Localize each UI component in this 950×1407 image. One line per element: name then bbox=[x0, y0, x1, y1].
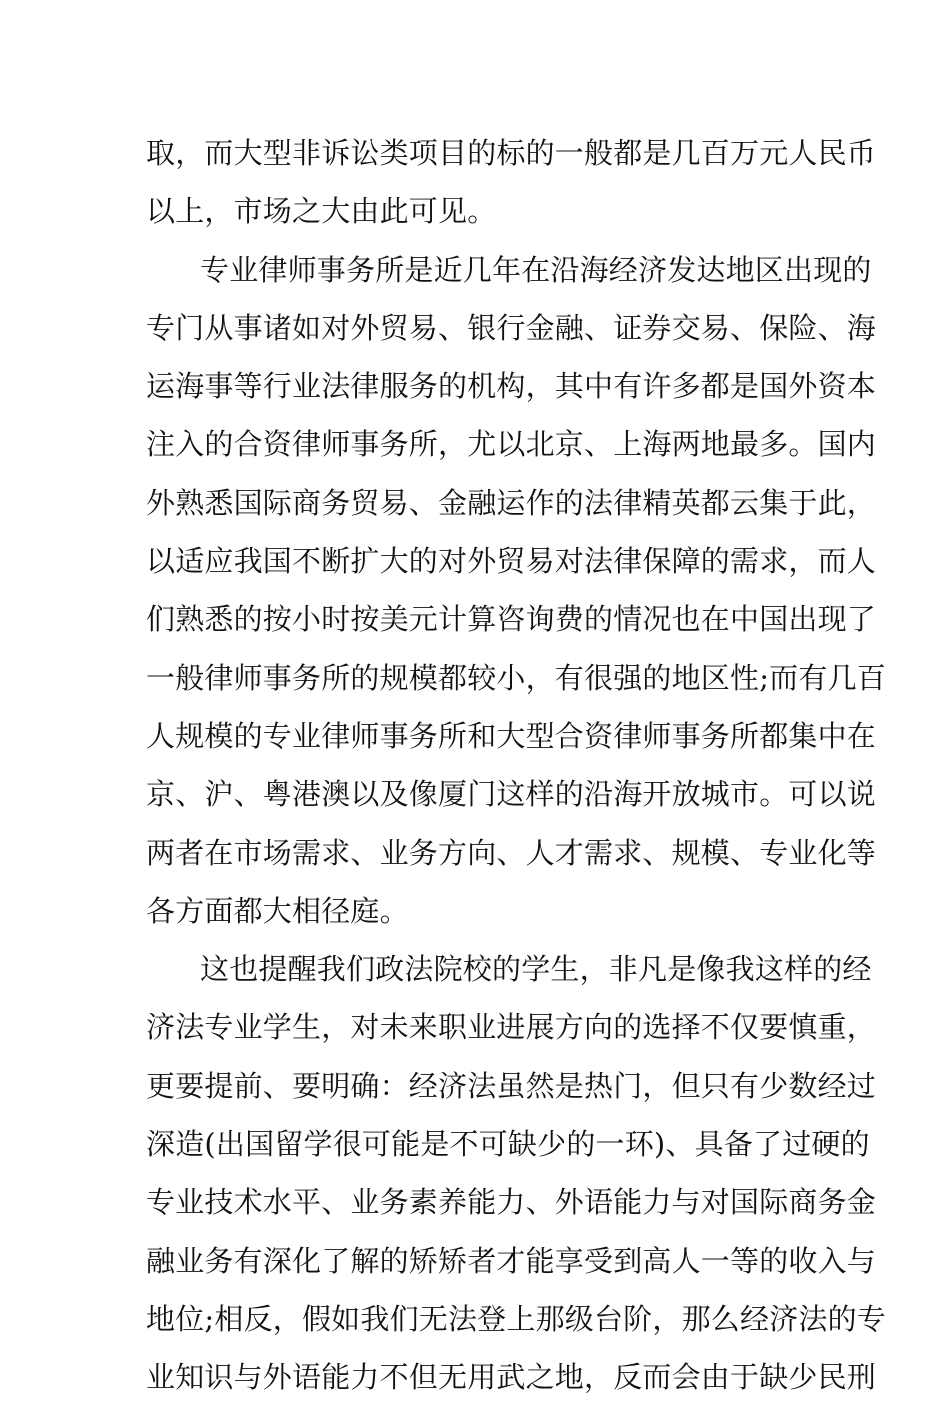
text-line: 外熟悉国际商务贸易、金融运作的法律精英都云集于此， bbox=[146, 485, 877, 520]
text-line: 人规模的专业律师事务所和大型合资律师事务所都集中在 bbox=[146, 718, 877, 753]
text-line: 融业务有深化了解的矫矫者才能享受到高人一等的收入与 bbox=[146, 1243, 877, 1278]
text-line: 专门从事诸如对外贸易、银行金融、证券交易、保险、海 bbox=[146, 310, 877, 345]
paragraph-start-line: 这也提醒我们政法院校的学生，非凡是像我这样的经 bbox=[200, 952, 872, 987]
text-line: 注入的合资律师事务所，尤以北京、上海两地最多。国内 bbox=[146, 427, 877, 462]
text-line: 两者在市场需求、业务方向、人才需求、规模、专业化等 bbox=[146, 835, 877, 870]
text-line: 地位;相反，假如我们无法登上那级台阶，那么经济法的专 bbox=[146, 1301, 886, 1336]
text-line: 以上，市场之大由此可见。 bbox=[146, 194, 497, 229]
text-line: 以适应我国不断扩大的对外贸易对法律保障的需求，而人 bbox=[146, 544, 877, 579]
text-line: 取，而大型非诉讼类项目的标的一般都是几百万元人民币 bbox=[146, 136, 877, 170]
text-line: 专业技术水平、业务素养能力、外语能力与对国际商务金 bbox=[146, 1185, 877, 1220]
text-line: 京、沪、粤港澳以及像厦门这样的沿海开放城市。可以说 bbox=[146, 777, 877, 812]
text-line: 们熟悉的按小时按美元计算咨询费的情况也在中国出现了 bbox=[146, 602, 877, 637]
text-line: 济法专业学生，对未来职业进展方向的选择不仅要慎重， bbox=[146, 1010, 877, 1045]
paragraph-start-line: 专业律师事务所是近几年在沿海经济发达地区出现的 bbox=[200, 252, 872, 287]
text-line: 深造(出国留学很可能是不可缺少的一环)、具备了过硬的 bbox=[146, 1127, 870, 1162]
text-line: 更要提前、要明确：经济法虽然是热门，但只有少数经过 bbox=[146, 1068, 877, 1103]
body-text bbox=[146, 124, 886, 1407]
text-line: 一般律师事务所的规模都较小，有很强的地区性;而有几百 bbox=[146, 660, 886, 695]
text-line: 运海事等行业法律服务的机构，其中有许多都是国外资本 bbox=[146, 369, 877, 404]
text-line: 各方面都大相径庭。 bbox=[146, 893, 409, 928]
text-line: 业知识与外语能力不但无用武之地，反而会由于缺少民刑 bbox=[146, 1360, 877, 1395]
